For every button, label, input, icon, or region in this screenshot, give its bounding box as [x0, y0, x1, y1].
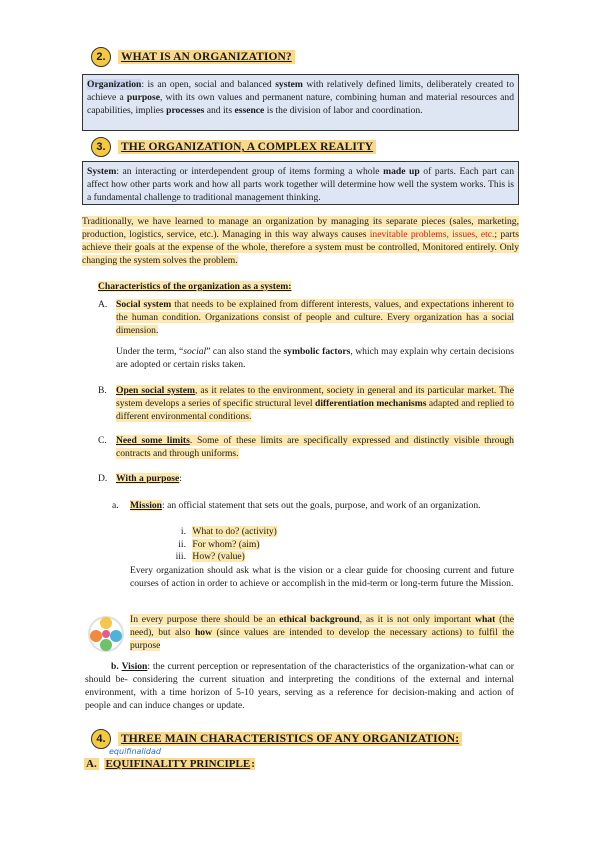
section4-title: THREE MAIN CHARACTERISTICS OF ANY ORGANIZATION: [118, 732, 462, 746]
characteristic-c-text: Need some limits. Some of these limits are specifically expressed and distinctly visible through contracts and through uniforms. [116, 435, 514, 459]
mission-letter: a. [112, 500, 119, 511]
organization-term: Organization [87, 79, 142, 90]
system-term: System [87, 166, 117, 177]
symbolic-factors-text: Under the term, “social” can also stand the symbolic factors, which may explain why certain decisions are adopted or certain risks taken. [116, 346, 514, 370]
equifinality-heading: A. EQUIFINALITY PRINCIPLE: [86, 758, 255, 770]
characteristic-a-letter: A. [98, 299, 108, 310]
characteristic-b-letter: B. [98, 385, 107, 396]
ethical-background-paragraph: In every purpose there should be an ethical background, as it is not only important what (the need), but also how (since values are intended to develop the necessary actions) to fulfil the purpose [130, 614, 515, 651]
characteristic-c-letter: C. [98, 435, 107, 446]
section3-heading [91, 137, 376, 157]
mission-paragraph: Every organization should ask what is the vision or a clear guide for choosing current and future courses of action in order to achieve or accomplish in the mid-term or long-term future the Mission. [130, 565, 514, 589]
inevitable-problems-text: inevitable problems, issues, etc. [369, 229, 495, 240]
section2-number: 2. [91, 47, 111, 67]
section4-heading [91, 729, 462, 749]
section2-heading [91, 47, 295, 67]
mission-definition: Mission: an official statement that sets out the goals, purpose, and work of an organization. [130, 500, 481, 511]
system-definition-box: System: an interacting or interdependent group of items forming a whole made up of parts. Each part can affect how other parts work and how all parts work together will determine how well the system works. This is a fundamental challenge to traditional management thinking. [82, 161, 519, 205]
organization-definition-box: Organization: is an open, social and balanced system with relatively defined limits, deliberately created to achieve a purpose, with its own values and permanent nature, combining human and material resources and capabilities, implies processes and its essence is the division of labor and coordination. [82, 74, 519, 131]
vision-letter: b. [111, 661, 119, 672]
section3-number: 3. [91, 137, 111, 157]
traditional-management-paragraph: Traditionally, we have learned to manage an organization by managing its separate pieces (sales, marketing, production, logistics, service, etc.). Managing in this way always causes inevitable problems, issues, etc.; parts achieve their goals at the expense of the whole, therefore a system must be controlled, Monitored entirely. Only changing the system solves the problem. [82, 216, 519, 266]
characteristic-d-letter: D. [98, 473, 108, 484]
characteristic-b-text: Open social system, as it relates to the environment, society in general and its particular market. The system develops a series of specific structural level differentiation mechanisms adapted and replied to different environmental conditions. [116, 385, 514, 422]
section4-number: 4. [91, 729, 111, 749]
mission-question-1: i. What to do? (activity) [180, 526, 277, 537]
equifinalidad-annotation: equifinalidad [109, 747, 161, 756]
section3-title: THE ORGANIZATION, A COMPLEX REALITY [118, 140, 376, 154]
vision-paragraph: b. Vision: the current perception or representation of the characteristics of the organization-what can or should be- considering the current situation and interpreting the conditions of the external and internal environment, with a time horizon of 5-10 years, serving as a reference for decision-making and action of people and can induce changes or update. [85, 661, 514, 711]
characteristic-d-text: With a purpose: [116, 473, 182, 484]
section2-title: WHAT IS AN ORGANIZATION? [118, 50, 295, 64]
mission-question-2: ii. For whom? (aim) [178, 539, 260, 550]
characteristic-a-text: Social system that needs to be explained from different interests, values, and expectations inherent to the human condition. Organizations consist of people and culture. Every organization has a social dimension. [116, 299, 514, 336]
team-circle-icon [86, 614, 126, 654]
characteristics-heading: Characteristics of the organization as a system: [98, 281, 292, 292]
mission-question-3: iii. How? (value) [175, 551, 245, 562]
